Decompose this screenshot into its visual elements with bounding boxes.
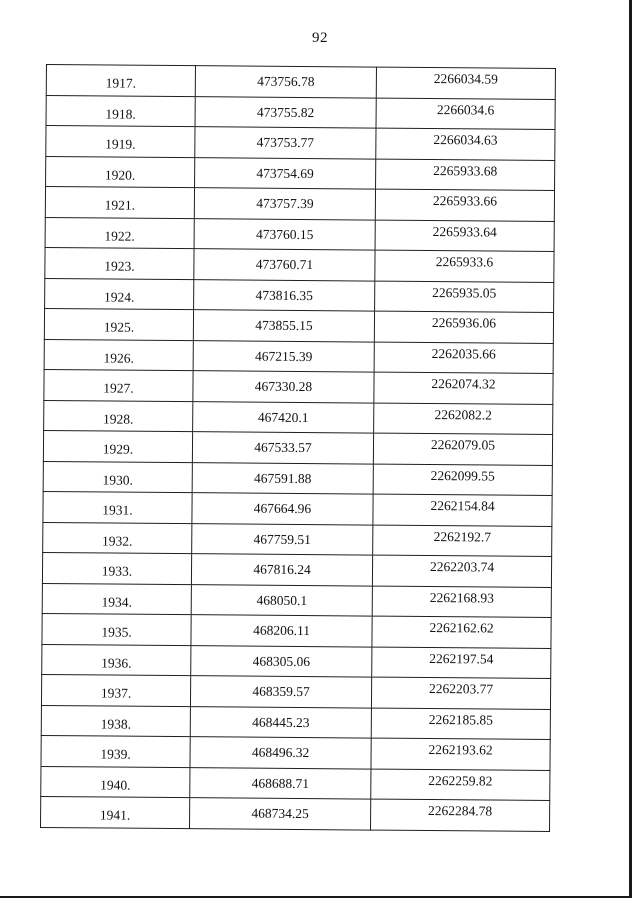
table-body: [41, 65, 556, 831]
x-coordinate-cell: [192, 432, 373, 464]
x-coordinate-cell: [191, 615, 372, 647]
y-coordinate-cell: [375, 220, 554, 252]
coordinate-table-container: [40, 64, 552, 831]
table-row: [44, 369, 553, 403]
y-coordinate-cell-text: 2266034.63: [433, 132, 498, 148]
y-coordinate-cell: [373, 464, 552, 496]
x-coordinate-cell-text: 467664.96: [253, 500, 312, 517]
x-coordinate-cell: [190, 767, 371, 799]
x-coordinate-cell-text: 473756.78: [257, 73, 315, 90]
table-row: [42, 613, 551, 647]
table-row: [44, 339, 553, 373]
y-coordinate-cell-text: 2265933.68: [433, 162, 498, 179]
x-coordinate-cell-text: 468688.71: [251, 775, 310, 791]
x-coordinate-cell-text: 468359.57: [252, 683, 310, 700]
year-cell-text: 1929.: [102, 441, 134, 457]
year-cell-text: 1924.: [103, 288, 135, 305]
year-cell-text: 1921.: [104, 197, 136, 213]
y-coordinate-cell: [371, 769, 550, 801]
y-coordinate-cell: [374, 342, 553, 374]
x-coordinate-cell-text: 473855.15: [255, 317, 313, 334]
y-coordinate-cell-text: 2262284.78: [428, 803, 493, 819]
y-coordinate-cell: [371, 677, 550, 709]
table-row: [42, 583, 551, 617]
x-coordinate-cell-text: 467591.88: [254, 470, 312, 486]
y-coordinate-cell: [372, 616, 551, 648]
year-cell-text: 1938.: [100, 715, 132, 732]
table-row: [41, 796, 550, 830]
year-cell: [46, 126, 195, 158]
x-coordinate-cell-text: 473816.35: [255, 287, 313, 303]
x-coordinate-cell-text: 473755.82: [256, 104, 315, 120]
y-coordinate-cell-text: 2262193.62: [428, 742, 493, 758]
year-cell: [44, 369, 193, 401]
year-cell-text: 1927.: [103, 380, 134, 396]
year-cell: [44, 339, 193, 371]
x-coordinate-cell-text: 467533.57: [254, 439, 312, 456]
y-coordinate-cell: [375, 189, 554, 221]
y-coordinate-cell: [374, 311, 553, 343]
year-cell: [45, 278, 194, 310]
y-coordinate-cell-text: 2265933.66: [432, 193, 498, 209]
y-coordinate-cell-text: 2262197.54: [429, 650, 494, 667]
y-coordinate-cell: [373, 525, 552, 557]
year-cell: [43, 491, 192, 523]
y-coordinate-cell-text: 2266034.6: [436, 101, 495, 118]
x-coordinate-cell: [193, 310, 374, 342]
y-coordinate-cell-text: 2266034.59: [433, 71, 499, 87]
x-coordinate-cell-text: 467420.1: [257, 409, 309, 425]
year-cell: [46, 65, 195, 97]
year-cell: [44, 308, 193, 340]
x-coordinate-cell-text: 468206.11: [253, 622, 311, 639]
page-number: 92: [312, 30, 328, 46]
year-cell-text: 1941.: [99, 807, 131, 823]
x-coordinate-cell-text: 473760.71: [255, 256, 314, 273]
year-cell: [42, 613, 191, 645]
year-cell: [41, 705, 190, 737]
year-cell-text: 1926.: [103, 349, 134, 366]
year-cell-text: 1920.: [104, 166, 136, 183]
y-coordinate-cell: [376, 159, 555, 191]
table-row: [43, 461, 552, 495]
y-coordinate-cell-text: 2262168.93: [429, 589, 494, 606]
year-cell: [42, 583, 191, 615]
year-cell-text: 1932.: [102, 532, 133, 549]
table-row: [46, 65, 555, 99]
y-coordinate-cell: [372, 586, 551, 618]
year-cell-text: 1928.: [102, 410, 134, 427]
y-coordinate-cell-text: 2262203.77: [428, 681, 494, 697]
y-coordinate-cell: [372, 555, 551, 587]
table-row: [45, 187, 554, 221]
x-coordinate-cell: [194, 218, 375, 250]
year-cell: [45, 247, 194, 279]
x-coordinate-cell: [191, 554, 372, 586]
year-cell-text: 1922.: [104, 227, 135, 244]
table-row: [45, 217, 554, 251]
table-row: [41, 766, 550, 800]
table-row: [44, 308, 553, 342]
table-row: [46, 126, 555, 160]
x-coordinate-cell: [190, 798, 371, 830]
y-coordinate-cell-text: 2262185.85: [428, 711, 493, 728]
x-coordinate-cell-text: 467816.24: [253, 561, 311, 578]
year-cell: [46, 95, 195, 127]
year-cell: [42, 552, 191, 584]
year-cell-text: 1923.: [104, 258, 135, 274]
table-row: [44, 400, 553, 434]
table-row: [46, 156, 555, 190]
y-coordinate-cell: [374, 372, 553, 404]
y-coordinate-cell: [376, 67, 555, 99]
y-coordinate-cell-text: 2262082.2: [434, 406, 493, 423]
y-coordinate-cell-text: 2265935.05: [432, 284, 497, 301]
x-coordinate-cell: [193, 401, 374, 433]
x-coordinate-cell-text: 468496.32: [251, 744, 310, 761]
x-coordinate-cell: [191, 645, 372, 677]
year-cell: [41, 766, 190, 798]
table-row: [43, 491, 552, 525]
y-coordinate-cell-text: 2262154.84: [430, 498, 495, 514]
x-coordinate-cell: [192, 523, 373, 555]
y-coordinate-cell: [374, 403, 553, 435]
x-coordinate-cell: [191, 584, 372, 616]
x-coordinate-cell-text: 468050.1: [256, 592, 308, 608]
year-cell-text: 1936.: [101, 654, 132, 671]
year-cell-text: 1918.: [105, 105, 136, 122]
x-coordinate-cell-text: 473754.69: [256, 165, 314, 181]
coordinate-table: [40, 64, 556, 831]
x-coordinate-cell: [190, 676, 371, 708]
x-coordinate-cell: [190, 706, 371, 738]
year-cell: [45, 217, 194, 249]
y-coordinate-cell: [373, 433, 552, 465]
y-coordinate-cell-text: 2262035.66: [431, 345, 496, 362]
y-coordinate-cell-text: 2262162.62: [429, 620, 494, 636]
year-cell: [46, 156, 195, 188]
year-cell-text: 1925.: [103, 319, 135, 335]
year-cell-text: 1939.: [100, 746, 131, 762]
year-cell-text: 1933.: [101, 563, 133, 579]
x-coordinate-cell: [194, 188, 375, 220]
y-coordinate-cell: [371, 738, 550, 770]
y-coordinate-cell-text: 2265933.6: [435, 254, 494, 270]
x-coordinate-cell-text: 473757.39: [256, 195, 314, 212]
year-cell: [43, 461, 192, 493]
table-row: [42, 644, 551, 678]
table-row: [45, 247, 554, 281]
x-coordinate-cell: [193, 371, 374, 403]
x-coordinate-cell: [192, 493, 373, 525]
y-coordinate-cell-text: 2265933.64: [432, 223, 497, 240]
y-coordinate-cell-text: 2262259.82: [428, 772, 493, 789]
x-coordinate-cell-text: 473753.77: [256, 134, 315, 151]
table-row: [41, 705, 550, 739]
x-coordinate-cell: [195, 96, 376, 128]
y-coordinate-cell: [372, 647, 551, 679]
table-row: [43, 522, 552, 556]
year-cell-text: 1930.: [102, 471, 133, 488]
table-row: [45, 278, 554, 312]
x-coordinate-cell-text: 468305.06: [252, 653, 311, 669]
table-row: [41, 674, 550, 708]
year-cell: [42, 644, 191, 676]
y-coordinate-cell-text: 2265936.06: [431, 315, 497, 331]
x-coordinate-cell-text: 468445.23: [252, 714, 310, 730]
x-coordinate-cell: [192, 462, 373, 494]
table-row: [46, 95, 555, 129]
y-coordinate-cell: [370, 799, 549, 831]
table-row: [42, 552, 551, 586]
x-coordinate-cell-text: 467330.28: [254, 378, 313, 395]
x-coordinate-cell: [194, 279, 375, 311]
year-cell: [44, 400, 193, 432]
table-row: [41, 735, 550, 769]
year-cell-text: 1917.: [105, 75, 137, 91]
year-cell: [45, 187, 194, 219]
year-cell-text: 1937.: [100, 685, 132, 701]
year-cell-text: 1931.: [102, 502, 133, 518]
y-coordinate-cell-text: 2262079.05: [430, 437, 496, 453]
x-coordinate-cell: [194, 249, 375, 281]
year-cell-text: 1934.: [101, 593, 133, 610]
year-cell: [41, 674, 190, 706]
year-cell-text: 1935.: [101, 624, 132, 640]
x-coordinate-cell: [195, 66, 376, 98]
x-coordinate-cell-text: 473760.15: [255, 226, 314, 242]
y-coordinate-cell-text: 2262192.7: [433, 528, 492, 545]
y-coordinate-cell-text: 2262074.32: [431, 376, 496, 392]
x-coordinate-cell-text: 467215.39: [254, 348, 313, 364]
y-coordinate-cell: [375, 250, 554, 282]
year-cell-text: 1919.: [105, 136, 136, 152]
x-coordinate-cell: [195, 127, 376, 159]
y-coordinate-cell: [376, 98, 555, 130]
y-coordinate-cell: [375, 281, 554, 313]
x-coordinate-cell-text: 468734.25: [251, 805, 309, 822]
x-coordinate-cell-text: 467759.51: [253, 531, 312, 547]
y-coordinate-cell: [371, 708, 550, 740]
x-coordinate-cell: [193, 340, 374, 372]
year-cell-text: 1940.: [100, 776, 131, 793]
x-coordinate-cell: [195, 157, 376, 189]
x-coordinate-cell: [190, 737, 371, 769]
table-row: [43, 430, 552, 464]
y-coordinate-cell: [373, 494, 552, 526]
year-cell: [41, 796, 190, 828]
y-coordinate-cell: [376, 128, 555, 160]
year-cell: [43, 522, 192, 554]
y-coordinate-cell-text: 2262203.74: [429, 559, 495, 575]
y-coordinate-cell-text: 2262099.55: [430, 467, 495, 484]
year-cell: [43, 430, 192, 462]
year-cell: [41, 735, 190, 767]
